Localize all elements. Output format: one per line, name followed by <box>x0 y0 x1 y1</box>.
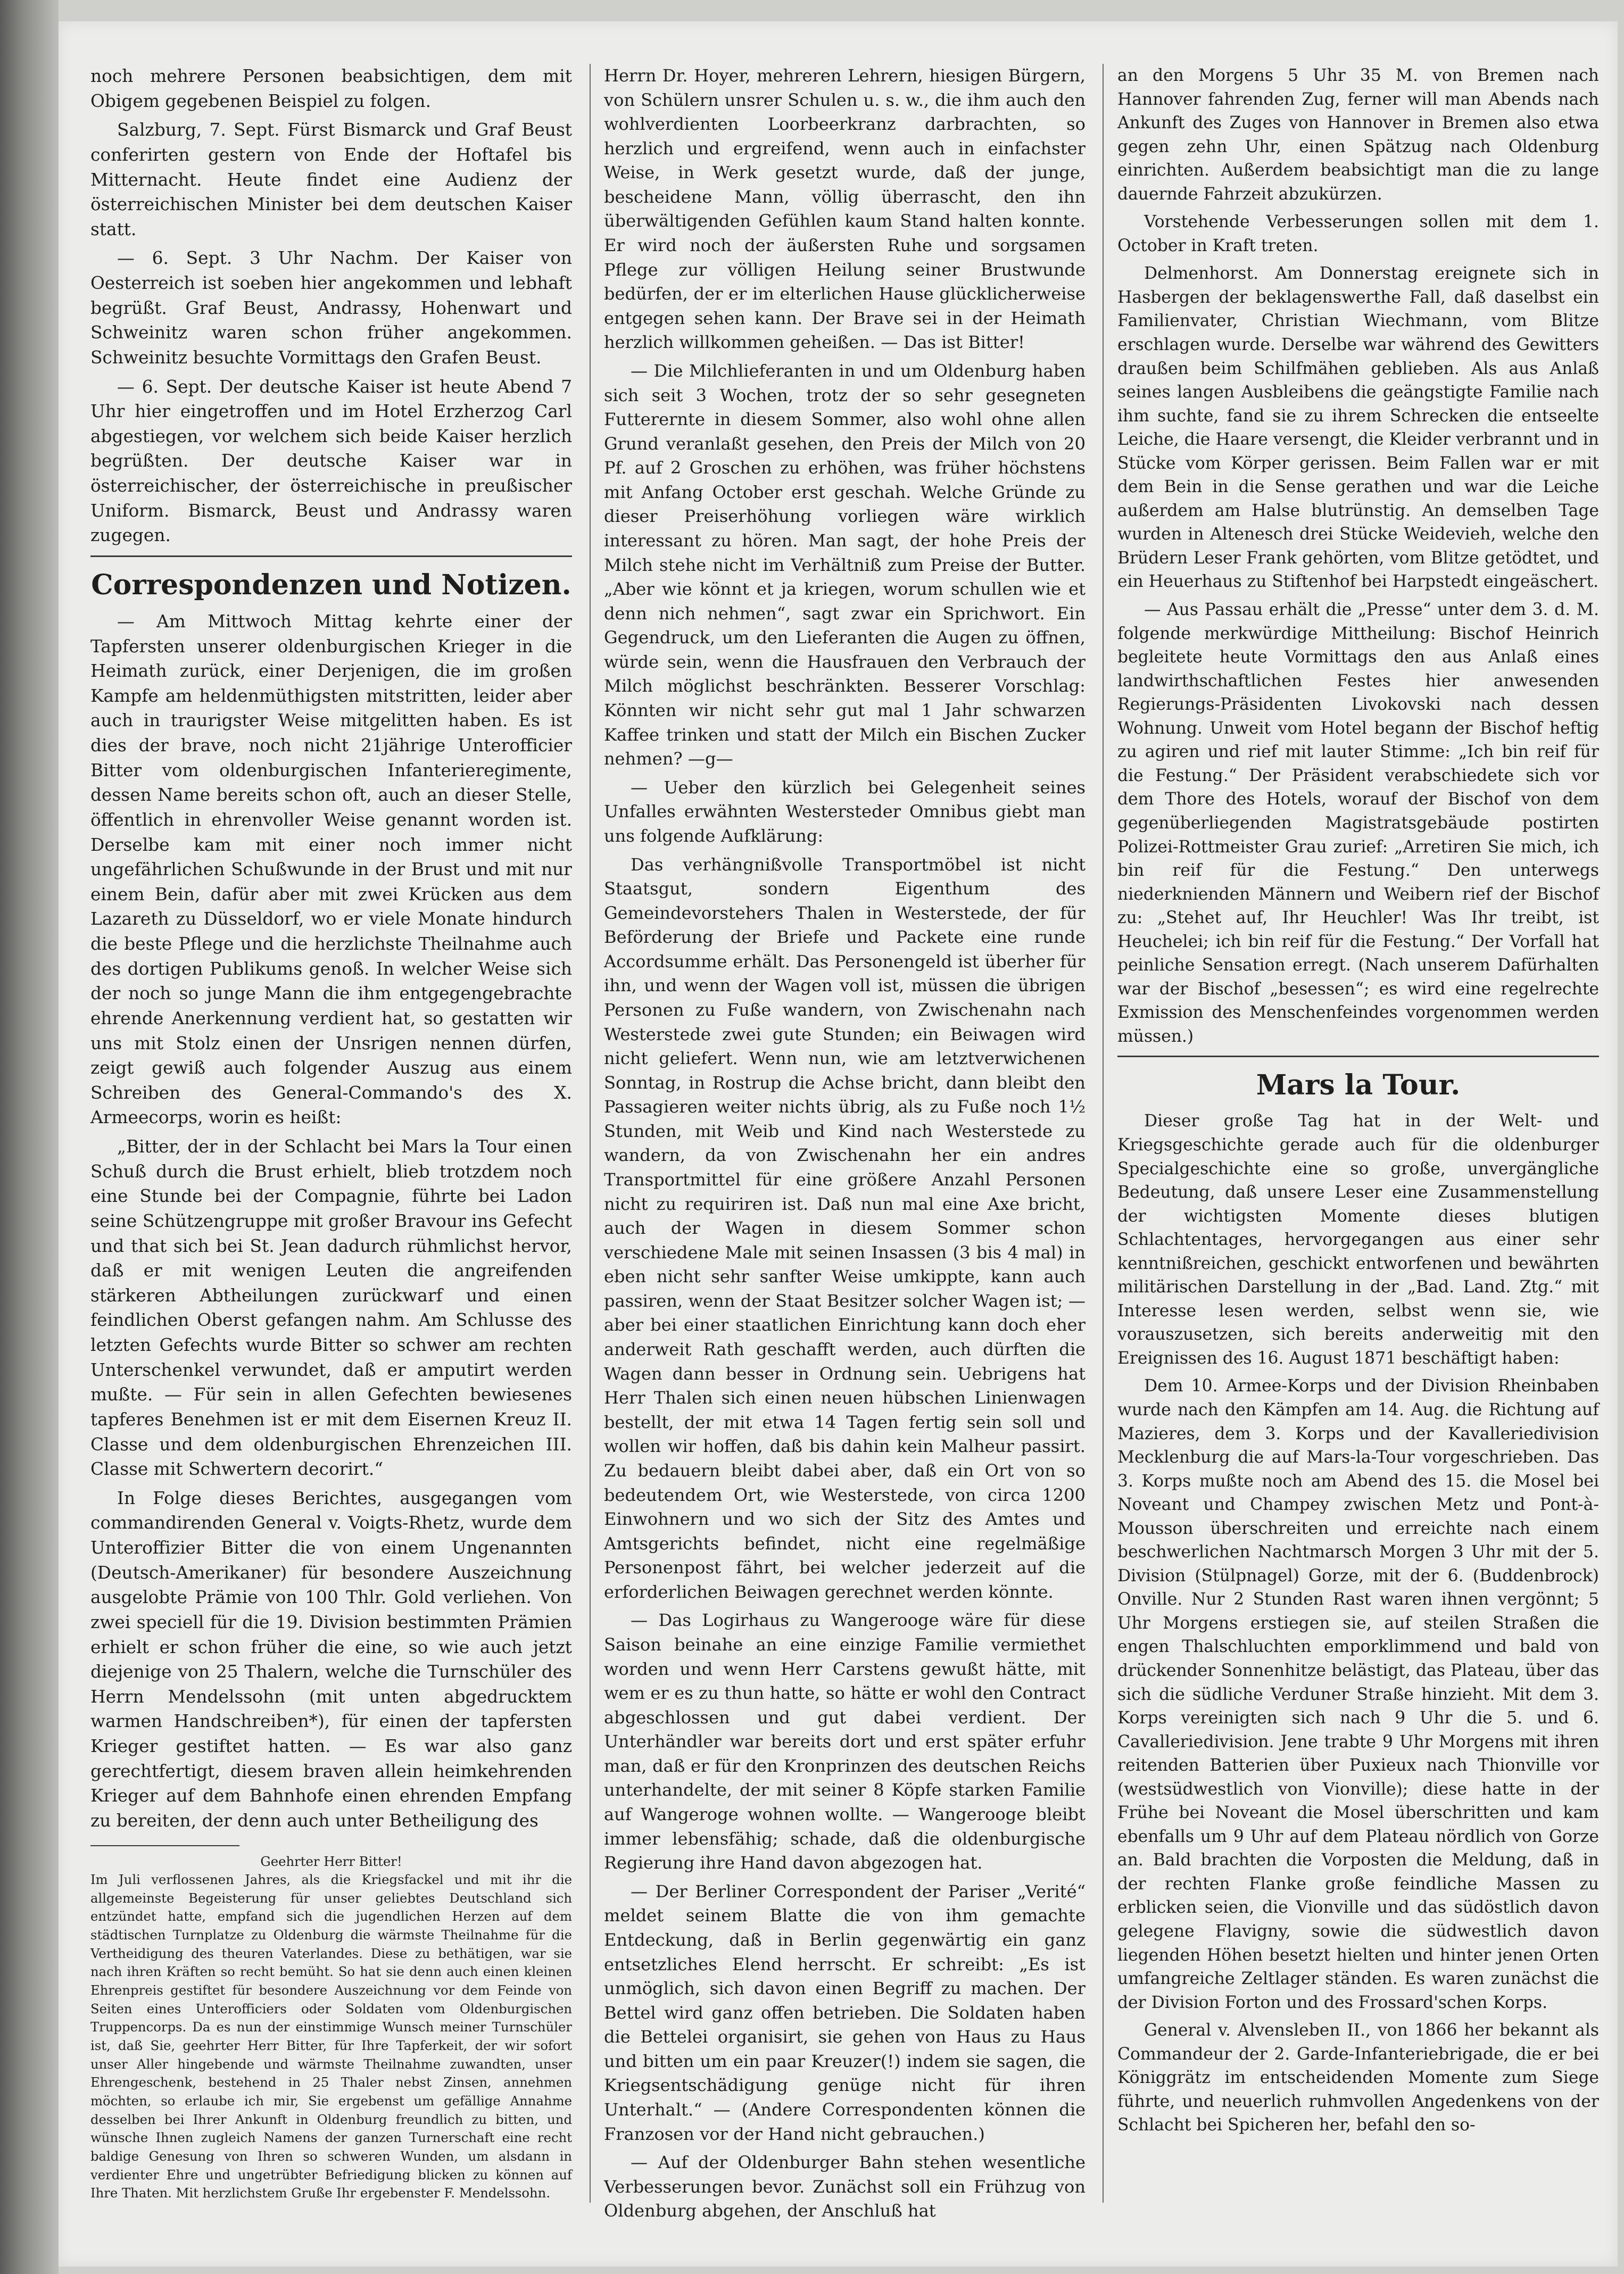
paragraph: — 6. Sept. Der deutsche Kaiser ist heute Abend 7 Uhr hier eingetroffen und im Hotel Erzherzog Carl abgestiegen, vor welchem sich beide Kaiser herzlich begrüßten. Der deutsche Kaiser war in österreichischer, der österreichische in preußischer Uniform. Bismarck, Beust und Andrassy waren zugegen. <box>90 376 572 546</box>
paragraph: noch mehrere Personen beabsichtigen, dem mit Obigem gegebenen Beispiel zu folgen. <box>90 66 572 111</box>
paragraph-verite: — Der Berliner Correspondent der Pariser „Verité“ meldet seinem Blatte die von ihm gemachte Entdeckung, daß in Berlin gegenwärtig ein ganz entsetzliches Elend herrscht. Er schreibt: „Es ist unmöglich, sich davon einen Begriff zu machen. Der Bettel wird ganz offen betrieben. Die Soldaten haben die Bettelei organisirt, sie gehen von Haus zu Haus und bitten um ein paar Kreuzer(!) indem sie sagen, die Kriegsentschädigung genüge nicht für ihren Unterhalt.“ — (Andere Correspondenten können die Franzosen vor der Hand nicht gebrauchen.) <box>604 1881 1086 2144</box>
footnote-title: Geehrter Herr Bitter! <box>260 1853 402 1869</box>
footnote-rule <box>90 1845 239 1846</box>
paragraph: Herrn Dr. Hoyer, mehreren Lehrern, hiesigen Bürgern, von Schülern unsrer Schulen u. s. w., die ihm auch den wohlverdienten Loorbeerkranz darbrachten, so herzlich und ergreifend, wenn auch in einfachster Weise, in Werk gesetzt wurde, daß der junge, bescheidene Mann, völlig überrascht, den ihn überwältigenden Gefühlen kaum Stand halten konnte. Er wird noch der äußersten Ruhe und sorgsamen Pflege zur völligen Heilung seiner Brustwunde bedürfen, der er im elterlichen Hause glücklicherweise entgegen sehen kann. Der Brave sei in der Heimath herzlich willkommen geheißen. — Das ist Bitter! <box>604 65 1086 353</box>
paragraph: — 6. Sept. 3 Uhr Nachm. Der Kaiser von Oesterreich ist soeben hier angekommen und lebhaft begrüßt. Graf Beust, Andrassy, Hohenwart und Schweinitz waren schon früher angekommen. Schweinitz besuchte Vormittags den Grafen Beust. <box>90 248 572 368</box>
section-rule <box>90 555 572 557</box>
paragraph-oldenburger-bahn: — Auf der Oldenburger Bahn stehen wesentliche Verbesserungen bevor. Zunächst soll ein Frühzug von Oldenburg abgehen, der Anschluß hat <box>604 2152 1086 2221</box>
column-3 <box>1117 64 1599 2142</box>
paragraph-omnibus: — Ueber den kürzlich bei Gelegenheit seines Unfalles erwähnten Westersteder Omnibus giebt man uns folgende Aufklärung: <box>604 777 1086 846</box>
paragraph: Das verhängnißvolle Transportmöbel ist nicht Staatsgut, sondern Eigenthum des Gemeindevorstehers Thalen in Westerstede, der für Beförderung der Briefe und Packete eine runde Accordsumme erhält. Das Personengeld ist überher für ihn, und wenn der Wagen voll ist, müssen die übrigen Personen zu Fuße wandern, von Zwischenahn nach Westerstede zwei gute Stunden; ein Beiwagen wird nicht geliefert. Wenn nun, wie am letztverwichenen Sonntag, in Rostrup die Achse bricht, dann bleibt den Passagieren weiter nichts übrig, als zu Fuße noch 1½ Stunden, mit Weib und Kind nach Westerstede zu wandern, da von Zwischenahn her ein andres Transportmittel für eine größere Anzahl Personen nicht zu requiriren ist. Daß nun mal eine Axe bricht, auch der Wagen in diesem Sommer schon verschiedene Male mit seinen Insassen (3 bis 4 mal) in eben nicht sehr sanfter Weise umkippte, kann auch passiren, wenn der Staat Besitzer solcher Wagen ist; — aber bei einer staatlichen Einrichtung kann doch eher anderweit Rath geschafft werden, auch dürften die Wagen dann besser in Ordnung sein. Uebrigens hat Herr Thalen sich einen neuen hübschen Linienwagen bestellt, der mit etwa 14 Tagen fertig sein soll und wollen wir hoffen, daß bis dahin kein Malheur passirt. Zu bedauern bleibt dabei aber, daß ein Ort von so bedeutendem Ort, wie Westerstede, von circa 1200 Einwohnern und wo sich der Sitz des Amtes und Amtsgerichts befindet, nicht eine regelmäßige Personenpost fährt, bei welcher jederzeit auf die erforderlichen Beiwagen gerechnet werden könnte. <box>604 854 1086 1602</box>
paragraph: General v. Alvensleben II., von 1866 her bekannt als Commandeur der 2. Garde-Infanteriebrigade, die er bei Königgrätz im entscheidenden Momente zum Siege führte, und neuerlich ruhmvollen Angedenkens von der Schlacht bei Spicheren her, befahl den so- <box>1117 2021 1599 2135</box>
paragraph: Vorstehende Verbesserungen sollen mit dem 1. October in Kraft treten. <box>1117 212 1599 255</box>
column-2 <box>604 64 1086 2228</box>
binding-edge <box>0 0 59 2274</box>
paragraph: In Folge dieses Berichtes, ausgegangen vom commandirenden General v. Voigts-Rhetz, wurde dem Unteroffizier Bitter die von einem Ungenannten (Deutsch-Amerikaner) für besondere Auszeichnung ausgelobte Prämie von 100 Thlr. Gold verliehen. Von zwei speciell für die 19. Division bestimmten Prämien erhielt er schon früher die eine, so wie auch jetzt diejenige von 25 Thalern, welche die Turnschüler des Herrn Mendelssohn (mit unten abgedrucktem warmen Handschreiben*), für einen der tapfersten Krieger gestiftet hatten. — Es war also ganz gerechtfertigt, diesem braven allein heimkehrenden Krieger auf dem Bahnhofe einen ehrenden Empfang zu bereiten, der denn auch unter Betheiligung des <box>90 1488 572 1831</box>
paragraph-salzburg: Salzburg, 7. Sept. Fürst Bismarck und Graf Beust conferirten gestern von Ende der Hoftafel bis Mitternacht. Heute findet eine Audienz der österreichischen Minister bei dem deutschen Kaiser statt. <box>90 120 572 239</box>
section-heading: Correspondenzen und Notizen. <box>91 568 571 601</box>
quote-paragraph: „Bitter, der in der Schlacht bei Mars la Tour einen Schuß durch die Brust erhielt, blieb trotzdem noch eine Stunde bei der Compagnie, führte bei Ladon seine Schützengruppe mit großer Bravour ins Gefecht und that sich bei St. Jean dadurch rühmlichst hervor, daß er mit wenigen Leuten die angreifenden stärkeren Abtheilungen zurückwarf und einen feindlichen Oberst gefangen nahm. Am Schlusse des letzten Gefechts wurde Bitter so schwer am rechten Unterschenkel verwundet, daß er amputirt werden mußte. — Für sein in allen Gefechten bewiesenes tapferes Benehmen ist er mit dem Eisernen Kreuz II. Classe und dem oldenburgischen Ehrenzeichen III. Classe mit Schwertern decorirt.“ <box>90 1136 572 1480</box>
section-rule <box>1117 1056 1599 1057</box>
footnote-body: Im Juli verflossenen Jahres, als die Kriegsfackel und mit ihr die allgemeinste Begeisterung für unser geliebtes Deutschland sich entzündet hatte, empfand sich die jugendlichen Herzen auf dem städtischen Turnplatze zu Oldenburg die wärmste Theilnahme für die Vertheidigung des theuren Vaterlandes. Diese zu bethätigen, war sie nach ihren Kräften so recht bemüht. So hat sie denn auch einen kleinen Ehrenpreis gestiftet für besondere Auszeichnung vor dem Feinde von Seiten eines Unterofficiers oder Soldaten vom Oldenburgischen Truppencorps. Da es nun der einstimmige Wunsch meiner Turnschüler ist, daß Sie, geehrter Herr Bitter, für Ihre Tapferkeit, der wir sofort unser Aller hingebende und wärmste Theilnahme zuwandten, unser Ehrengeschenk, bestehend in 25 Thaler nebst Zinsen, annehmen möchten, so erlaube ich mir, Sie ergebenst um gefällige Annahme desselben bei Ihrer Ankunft in Oldenburg freundlich zu bitten, und wünsche Ihnen zugleich Namens der ganzen Turnerschaft eine recht baldige Genesung von Ihren so schweren Wunden, um alsdann in verdienter Ehre und ungetrübter Befriedigung blicken zu können auf Ihre Thaten. Mit herzlichstem Gruße Ihr ergebenster F. Mendelssohn. <box>90 1872 572 2201</box>
column-rule <box>590 64 591 2203</box>
paragraph-wangerooge: — Das Logirhaus zu Wangerooge wäre für diese Saison beinahe an eine einzige Familie vermiethet worden und wenn Herr Carstens gewußt hätte, mit wem er es zu thun hatte, so hätte er wohl den Contract abgeschlossen und gut dabei verdient. Der Unterhändler war bereits dort und erst später erfuhr man, daß er für den Kronprinzen des deutschen Reichs unterhandelte, der mit seiner 8 Köpfe starken Familie auf Wangeroge wohnen wollte. — Wangerooge bleibt immer lebensfähig; schade, daß die oldenburgische Regierung ihre Hand davon abgezogen hat. <box>604 1610 1086 1873</box>
paragraph: an den Morgens 5 Uhr 35 M. von Bremen nach Hannover fahrenden Zug, ferner will man Abends nach Ankunft des Zuges von Hannover in Bremen also etwa gegen zehn Uhr, einen Spätzug nach Oldenburg einrichten. Außerdem beabsichtigt man die zu lange dauernde Fahrzeit abzukürzen. <box>1117 66 1599 204</box>
paragraph-passau: — Aus Passau erhält die „Presse“ unter dem 3. d. M. folgende merkwürdige Mittheilung: Bischof Heinrich begleitete heute Vormittags den aus Anlaß eines landwirthschaftlichen Festes hier anwesenden Regierungs-Präsidenten Livokovski nach dessen Wohnung. Unweit vom Hotel begann der Bischof heftig zu agiren und rief mit lauter Stimme: „Ich bin reif für die Festung.“ Der Präsident verabschiedete sich vor dem Thore des Hotels, worauf der Bischof von dem gegenüberliegenden Magistratsgebäude postirten Polizei-Rottmeister Grau zurief: „Arretiren Sie mich, ich bin reif für die Festung.“ Den unterwegs niederknienden Männern und Weibern rief der Bischof zu: „Stehet auf, Ihr Heuchler! Was Ihr treibt, ist Heuchelei; ich bin reif für die Festung.“ Der Vorfall hat peinliche Sensation erregt. (Nach unserem Dafürhalten war der Bischof „besessen“; es wird eine regelrechte Exmission des Menschenfeindes vorgenommen werden müssen.) <box>1117 600 1599 1046</box>
paragraph-delmenhorst: Delmenhorst. Am Donnerstag ereignete sich in Hasbergen der beklagenswerthe Fall, daß daselbst ein Familienvater, Christian Wiechmann, vom Blitze erschlagen wurde. Derselbe war während des Gewitters draußen beim Schilfmähen geblieben. Als aus Anlaß seines langen Ausbleibens die geängstigte Familie nach ihm suchte, fand sie zu ihrem Schrecken die entseelte Leiche, die Haare versengt, die Kleider verbrannt und in Stücke vom Körper gerissen. Beim Fallen war er mit dem Bein in die Sense gerathen und war die Leiche außerdem am Halse blutrünstig. An demselben Tage wurden in Altenesch drei Stücke Weidevieh, welche den Brüdern Leser Frank gehörten, vom Blitze getödtet, und ein Heuerhaus zu Stiftenhof bei Harpstedt eingeäschert. <box>1117 264 1599 592</box>
section-heading: Mars la Tour. <box>1256 1069 1461 1102</box>
paragraph-milchlieferanten: — Die Milchlieferanten in und um Oldenburg haben sich seit 3 Wochen, trotz der so sehr gesegneten Futterernte in diesem Sommer, also wohl ohne allen Grund veranlaßt gesehen, den Preis der Milch von 20 Pf. auf 2 Groschen zu erhöhen, was früher höchstens mit Anfang October erst geschah. Welche Gründe zu dieser Preiserhöhung vorliegen wäre wirklich interessant zu hören. Man sagt, der hohe Preis der Milch stehe nicht im Verhältniß zum Preise der Butter. „Aber wie könnt et ja kriegen, worum schullen wie et denn nich nehmen“, sagt zwar ein Sprichwort. Ein Gegendruck, um den Lieferanten die Augen zu öffnen, würde sein, wenn die Hausfrauen den Verbrauch der Milch möglichst beschränkten. Besserer Vorschlag: Könnten wir nicht sehr gut mal 1 Jahr schwarzen Kaffee trinken und statt der Milch ein Bischen Zucker nehmen? —g— <box>604 360 1086 769</box>
column-1 <box>90 64 572 2203</box>
paragraph: — Am Mittwoch Mittag kehrte einer der Tapfersten unserer oldenburgischen Krieger in die Heimath zurück, einer Derjenigen, die im großen Kampfe am heldenmüthigsten mitstritten, leider aber auch in traurigster Weise mitgelitten haben. Es ist dies der brave, noch nicht 21jährige Unterofficier Bitter vom oldenburgischen Infanterieregimente, dessen Name bereits schon oft, auch an dieser Stelle, öffentlich in ehrenvoller Weise genannt worden ist. Derselbe kam mit einer noch immer nicht ungefährlichen Schußwunde in der Brust und mit nur einem Bein, dafür aber mit zwei Krücken aus dem Lazareth zu Düsseldorf, wo er viele Monate hindurch die beste Pflege und die herzlichste Theilnahme auch des dortigen Publikums genoß. In welcher Weise sich der noch so junge Mann die ihm entgegengebrachte ehrende Anerkennung verdient hat, so gestatten wir uns mit Stolz einen der Unsrigen nennen dürfen, zeigt gewiß auch folgender Auszug aus einem Schreiben des General-Commando's des X. Armeecorps, worin es heißt: <box>90 611 572 1128</box>
paragraph: Dem 10. Armee-Korps und der Division Rheinbaben wurde nach den Kämpfen am 14. Aug. die Richtung auf Mazieres, dem 3. Korps und der Kavalleriedivision Mecklenburg die auf Mars-la-Tour vorgeschrieben. Das 3. Korps mußte noch am Abend des 15. die Mosel bei Noveant und Champey zwischen Metz und Pont-à-Mousson überschreiten und erreichte nach einem beschwerlichen Nachtmarsch Morgen 3 Uhr mit der 5. Division (Stülpnagel) Gorze, mit der 6. (Buddenbrock) Onville. Nur 2 Stunden Rast waren ihnen vergönnt; 5 Uhr Morgens erstiegen sie, auf steilen Straßen die engen Thalschluchten emporklimmend und bald von drückender Sonnenhitze belästigt, das Plateau, über das sich die südliche Verduner Straße hinzieht. Mit dem 3. Korps vereinigten sich nach 9 Uhr die 5. und 6. Cavalleriedivision. Jene trabte 9 Uhr Morgens mit ihren reitenden Batterien über Puxieux nach Thionville vor (westsüdwestlich von Vionville); diese hatte in der Frühe bei Noveant die Mosel überschritten und kam ebenfalls um 9 Uhr auf dem Plateau nördlich von Gorze an. Bald brachten die Vorposten die Meldung, daß in der rechten Flanke große feindliche Massen zu erblicken seien, die Vionville und das südöstlich davon gelegene Flavigny, sowie die südwestlich davon liegenden Höhen besetzt hielten und hinter jenen Orten umfangreiche Zeltlager ständen. Es waren zunächst die der Division Forton und des Frossard'schen Korps. <box>1117 1376 1599 2012</box>
paragraph: Dieser große Tag hat in der Welt- und Kriegsgeschichte gerade auch für die oldenburger Specialgeschichte eine so große, unvergängliche Bedeutung, daß unsere Leser eine Zusammenstellung der wichtigsten Momente dieses blutigen Schlachtentages, hervorgegangen aus einer sehr kenntnißreichen, geschickt entworfenen und bewährten militärischen Darstellung in der „Bad. Land. Ztg.“ mit Interesse lesen werden, selbst wenn sie, wie vorauszusetzen, sich bereits anderweitig mit den Ereignissen des 16. August 1871 beschäftigt haben: <box>1117 1111 1599 1368</box>
column-rule <box>1103 64 1104 2203</box>
